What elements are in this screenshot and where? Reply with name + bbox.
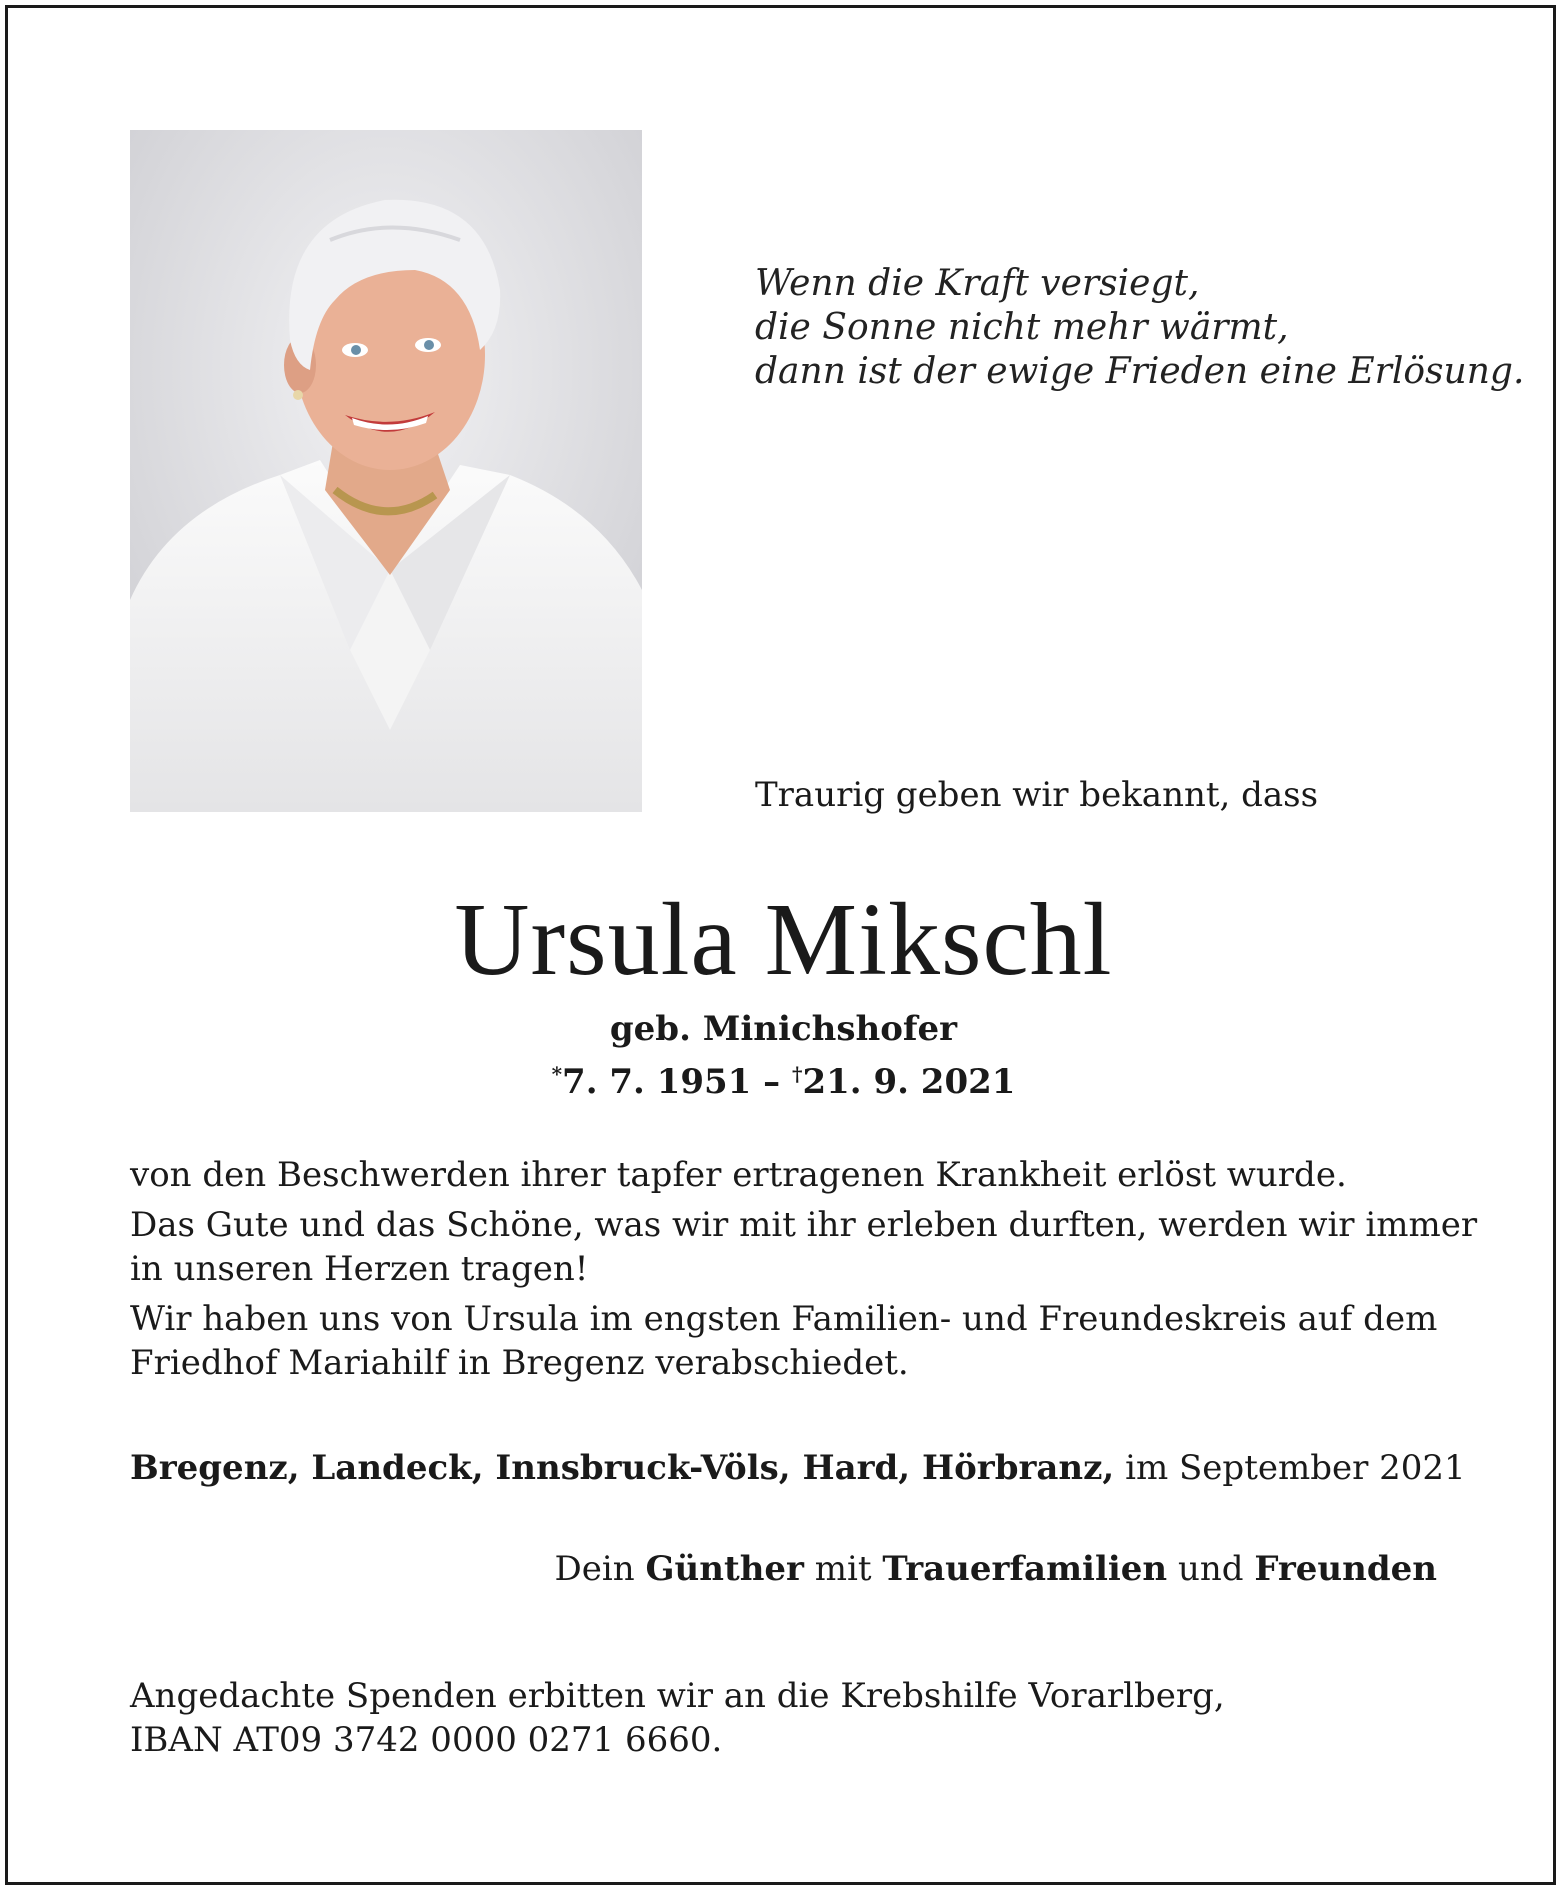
- date-separator: –: [751, 1062, 793, 1102]
- portrait-photo: [130, 130, 642, 812]
- birth-date: 7. 7. 1951: [562, 1062, 752, 1102]
- signature-word: und: [1167, 1549, 1255, 1589]
- signature-word: Dein: [554, 1549, 646, 1589]
- body-paragraph: [130, 1153, 1440, 1197]
- donation-line: Angedachte Spenden erbitten wir an die Krebshilfe Vorarlberg,: [130, 1676, 1225, 1716]
- birth-symbol: *: [551, 1062, 563, 1086]
- quote-line: Wenn die Kraft versiegt,: [755, 263, 1200, 304]
- obituary-body: [130, 1153, 1478, 1391]
- body-paragraph: [130, 1203, 1478, 1291]
- signature-word: mit: [803, 1549, 883, 1589]
- announcement-intro: Traurig geben wir bekannt, dass: [755, 775, 1319, 815]
- body-paragraph: [130, 1297, 1440, 1385]
- maiden-name: geb. Minichshofer: [609, 1009, 958, 1049]
- signature-name: Günther: [645, 1549, 804, 1589]
- body-line: Friedhof Mariahilf in Bregenz verabschiedet.: [130, 1343, 909, 1383]
- places-and-date: [130, 1446, 1466, 1490]
- signature-families: Trauerfamilien: [882, 1549, 1168, 1589]
- mourners-signature: [555, 1547, 1437, 1591]
- portrait-image: [130, 130, 642, 812]
- quote-line: die Sonne nicht mehr wärmt,: [755, 307, 1289, 348]
- signature-friends: Freunden: [1254, 1549, 1437, 1589]
- donation-note: [130, 1674, 1430, 1762]
- date-line: im September 2021: [1114, 1448, 1466, 1488]
- donation-iban: IBAN AT09 3742 0000 0271 6660.: [130, 1720, 723, 1760]
- life-dates: [0, 1052, 1567, 1104]
- memorial-quote: [755, 262, 1525, 394]
- body-line: Das Gute und das Schöne, was wir mit ihr erleben durften, werden wir immer: [130, 1205, 1478, 1245]
- deceased-name: Ursula Mikschl: [454, 882, 1113, 997]
- body-line: Wir haben uns von Ursula im engsten Familien- und Freundeskreis auf dem: [130, 1299, 1438, 1339]
- death-date: 21. 9. 2021: [802, 1062, 1016, 1102]
- death-symbol: †: [792, 1062, 803, 1086]
- quote-line: dann ist der ewige Frieden eine Erlösung.: [755, 351, 1525, 392]
- body-line: in unseren Herzen tragen!: [130, 1249, 589, 1289]
- places-list: Bregenz, Landeck, Innsbruck-Völs, Hard, Hörbranz,: [130, 1448, 1115, 1488]
- body-line: von den Beschwerden ihrer tapfer ertragenen Krankheit erlöst wurde.: [130, 1155, 1347, 1195]
